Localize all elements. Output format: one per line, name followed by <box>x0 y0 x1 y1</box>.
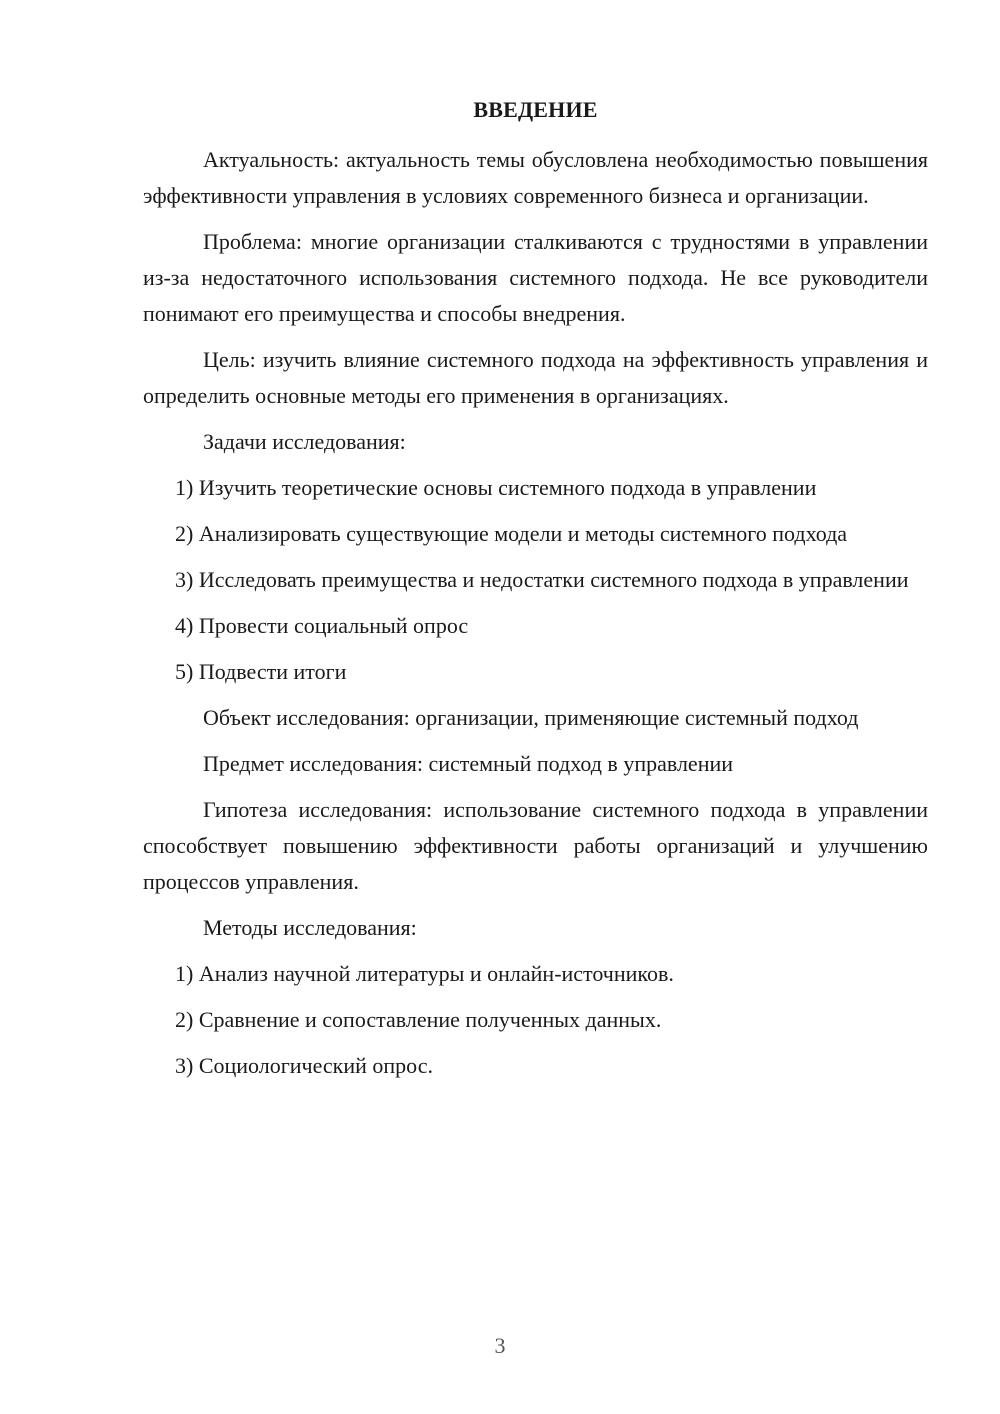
task-item: 4) Провести социальный опрос <box>175 613 469 638</box>
task-item: 2) Анализировать существующие модели и методы системного подхода <box>175 521 848 546</box>
paragraph-problem: Проблема: многие организации сталкиваются с трудностями в управлении из-за недостаточного использования системного подхода. Не все руководители понимают его преимущества и способы внедрения. <box>143 229 928 326</box>
page-content <box>143 92 928 1094</box>
methods-heading: Методы исследования: <box>203 915 417 940</box>
paragraph-hypothesis: Гипотеза исследования: использование системного подхода в управлении способствует повышению эффективности работы организаций и улучшению процессов управления. <box>143 797 928 894</box>
paragraph-subject: Предмет исследования: системный подход в управлении <box>203 751 734 776</box>
task-item: 3) Исследовать преимущества и недостатки системного подхода в управлении <box>175 567 909 592</box>
paragraph-object: Объект исследования: организации, применяющие системный подход <box>203 705 859 730</box>
task-item: 5) Подвести итоги <box>175 659 347 684</box>
method-item: 1) Анализ научной литературы и онлайн-источников. <box>175 961 674 986</box>
method-item: 2) Сравнение и сопоставление полученных данных. <box>175 1007 662 1032</box>
paragraph-relevance: Актуальность: актуальность темы обусловлена необходимостью повышения эффективности управления в условиях современного бизнеса и организации. <box>143 147 928 208</box>
tasks-heading: Задачи исследования: <box>203 429 406 454</box>
page-number: 3 <box>494 1333 506 1358</box>
task-item: 1) Изучить теоретические основы системного подхода в управлении <box>175 475 817 500</box>
paragraph-goal: Цель: изучить влияние системного подхода на эффективность управления и определить основные методы его применения в организациях. <box>143 347 928 408</box>
method-item: 3) Социологический опрос. <box>175 1053 433 1078</box>
page-title: ВВЕДЕНИЕ <box>473 97 598 122</box>
